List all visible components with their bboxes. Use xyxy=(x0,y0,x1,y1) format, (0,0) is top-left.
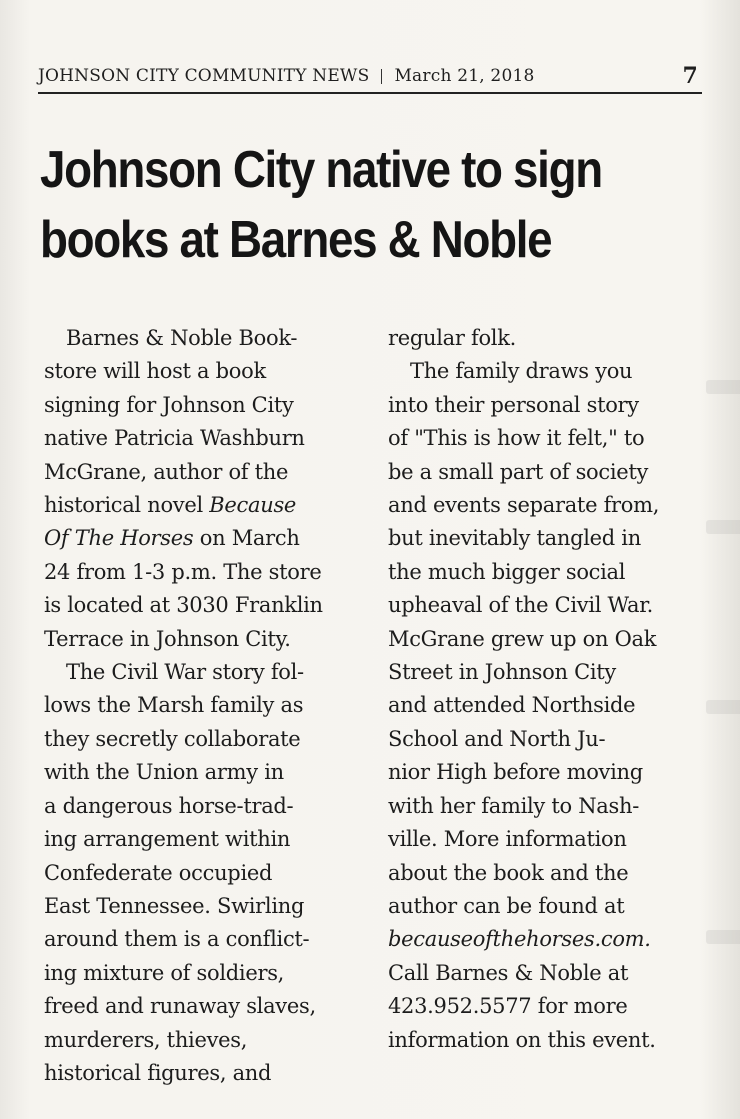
phone-number: 423.952.5577 for more xyxy=(388,994,628,1019)
text-fragment: on March xyxy=(193,526,300,551)
text-line: ing mixture of soldiers, xyxy=(44,960,285,985)
text-line: but inevitably tangled in xyxy=(388,526,641,551)
article-column-2 xyxy=(388,322,728,1057)
text-line: about the book and the xyxy=(388,860,629,885)
book-title: Because xyxy=(209,493,297,518)
text-line: ville. More information xyxy=(388,827,627,852)
text-line: signing for Johnson City xyxy=(44,392,294,417)
text-line: The Civil War story fol- xyxy=(66,660,304,685)
headline-line-1: Johnson City native to sign xyxy=(40,141,602,199)
headline-line-2: books at Barnes & Noble xyxy=(40,210,552,269)
text-line: into their personal story xyxy=(388,392,639,417)
text-line: Confederate occupied xyxy=(44,860,273,885)
masthead-separator xyxy=(381,69,382,84)
text-line: with her family to Nash- xyxy=(388,793,640,818)
text-line: regular folk. xyxy=(388,326,517,350)
text-line: they secretly collaborate xyxy=(44,726,301,751)
text-line: information on this event. xyxy=(388,1027,656,1052)
text-line: and attended Northside xyxy=(388,693,636,718)
text-line: Street in Johnson City xyxy=(388,660,616,685)
text-line: is located at 3030 Franklin xyxy=(44,593,323,618)
masthead xyxy=(38,60,702,94)
text-line: the much bigger social xyxy=(388,559,626,584)
text-line: East Tennessee. Swirling xyxy=(44,893,305,918)
text-line: The family draws you xyxy=(410,359,633,384)
article-column-1 xyxy=(44,322,374,1090)
text-line: Call Barnes & Noble at xyxy=(388,960,629,985)
text-line: School and North Ju- xyxy=(388,726,606,751)
text-line: Barnes & Noble Book- xyxy=(66,326,298,350)
text-line: ing arrangement within xyxy=(44,827,291,852)
text-line: a dangerous horse-trad- xyxy=(44,793,294,818)
text-line: 24 from 1-3 p.m. The store xyxy=(44,559,322,584)
text-line: store will host a book xyxy=(44,359,266,384)
text-line: native Patricia Washburn xyxy=(44,426,305,451)
text-line: Terrace in Johnson City. xyxy=(44,626,291,651)
text-line: and events separate from, xyxy=(388,493,660,518)
text-line: around them is a conflict- xyxy=(44,927,310,952)
text-line: murderers, thieves, xyxy=(44,1027,248,1052)
text-line: author can be found at xyxy=(388,893,625,918)
book-title: Of The Horses xyxy=(44,526,194,551)
text-line: McGrane grew up on Oak xyxy=(388,626,657,651)
text-line: freed and runaway slaves, xyxy=(44,994,316,1019)
text-line: lows the Marsh family as xyxy=(44,693,304,718)
text-line xyxy=(44,489,374,522)
text-fragment: historical novel xyxy=(44,493,210,518)
text-line: be a small part of society xyxy=(388,459,649,484)
publication-name: JOHNSON CITY COMMUNITY NEWS xyxy=(38,66,370,86)
text-line: with the Union army in xyxy=(44,760,284,785)
page-number: 7 xyxy=(682,63,698,89)
text-line xyxy=(44,522,374,555)
issue-date: March 21, 2018 xyxy=(394,66,535,86)
headline xyxy=(40,136,638,275)
text-line: nior High before moving xyxy=(388,760,643,785)
text-line: McGrane, author of the xyxy=(44,459,289,484)
text-line: upheaval of the Civil War. xyxy=(388,593,654,618)
website-url: becauseofthehorses.com. xyxy=(388,927,651,952)
text-line: historical figures, and xyxy=(44,1060,272,1085)
text-line: of "This is how it felt," to xyxy=(388,426,645,451)
